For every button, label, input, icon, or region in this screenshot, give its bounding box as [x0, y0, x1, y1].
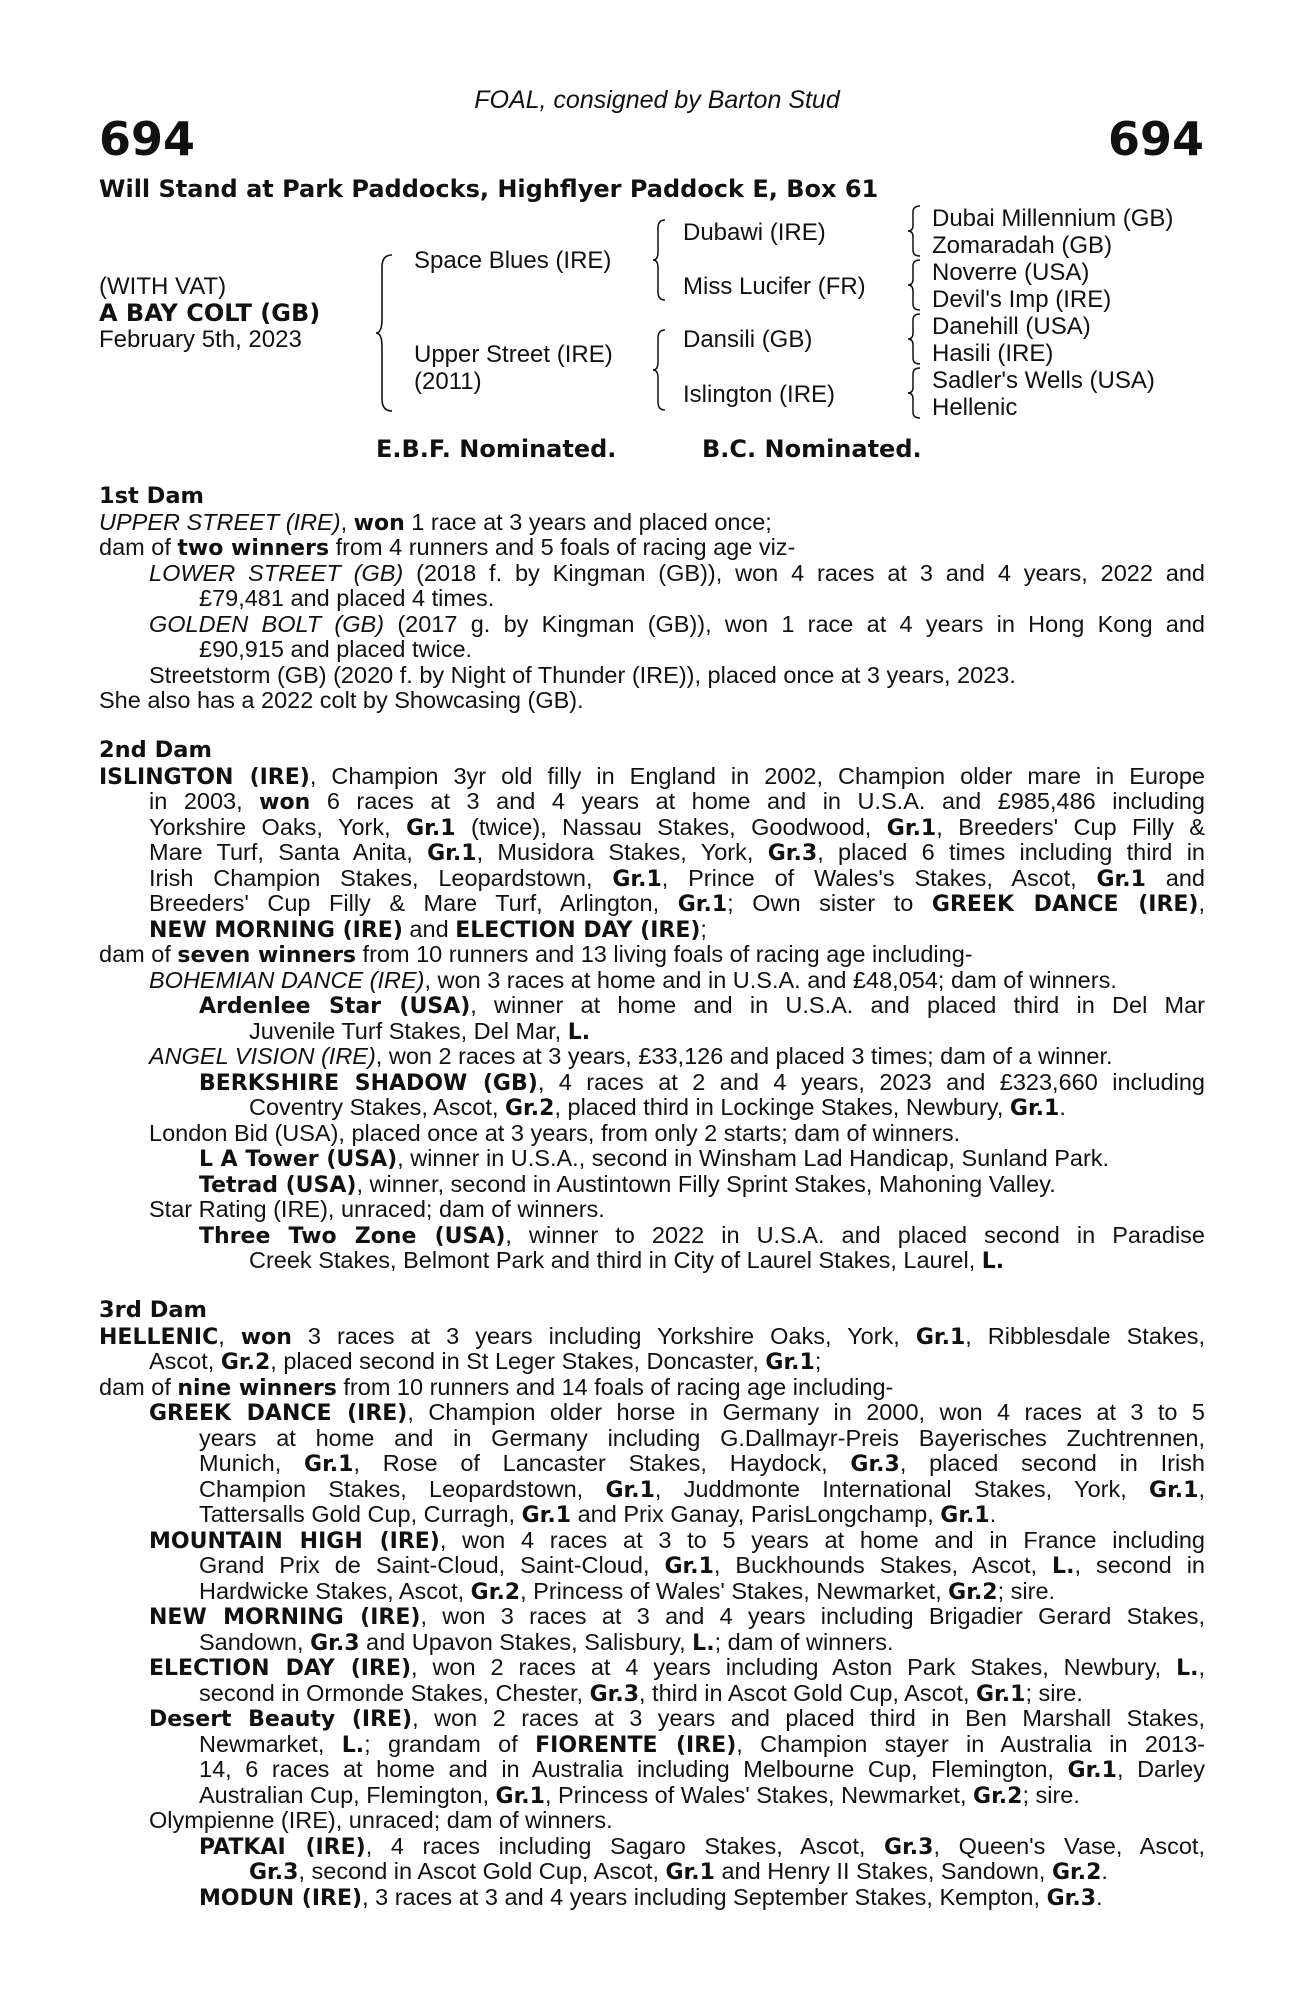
sire-dam: Miss Lucifer (FR) [683, 273, 866, 300]
text-line: Tattersalls Gold Cup, Curragh, Gr.1 and Prix Ganay, ParisLongchamp, Gr.1. [199, 1501, 997, 1528]
sire-dam-sire: Noverre (USA) [932, 259, 1090, 286]
dam-sire-sire: Danehill (USA) [932, 313, 1091, 340]
text-line: Champion Stakes, Leopardstown, Gr.1, Juddmonte International Stakes, York, Gr.1, [199, 1476, 1205, 1502]
sire-dam-dam: Devil's Imp (IRE) [932, 286, 1112, 313]
first-dam-heading: 1st Dam [99, 483, 204, 509]
text-line: Ascot, Gr.2, placed second in St Leger Stakes, Doncaster, Gr.1; [149, 1348, 822, 1375]
text-line: 14, 6 races at home and in Australia including Melbourne Cup, Flemington, Gr.1, Darley [199, 1757, 1205, 1783]
second-dam-section [99, 738, 1205, 1274]
dam-dam-dam: Hellenic [932, 394, 1018, 421]
text-line: LOWER STREET (GB) (2018 f. by Kingman (GB)), won 4 races at 3 and 4 years, 2022 and [149, 560, 1205, 586]
pedigree-brace-ds [906, 312, 922, 366]
text-line: Hardwicke Stakes, Ascot, Gr.2, Princess of Wales' Stakes, Newmarket, Gr.2; sire. [199, 1577, 1056, 1605]
text-line: ANGEL VISION (IRE), won 2 races at 3 years, £33,126 and placed 3 times; dam of a winner. [149, 1043, 1113, 1069]
sire-name: Space Blues (IRE) [414, 247, 612, 274]
dam-sire: Dansili (GB) [683, 326, 813, 353]
pedigree-brace-dd [906, 366, 922, 420]
second-dam-heading: 2nd Dam [99, 737, 212, 763]
text-line: UPPER STREET (IRE), won 1 race at 3 years and placed once; [99, 508, 772, 536]
text-line: GOLDEN BOLT (GB) (2017 g. by Kingman (GB)), won 1 race at 4 years in Hong Kong and [149, 611, 1205, 637]
pedigree-brace-main [374, 253, 394, 413]
pedigree-brace-dam [651, 328, 667, 412]
dam-sire-dam: Hasili (IRE) [932, 340, 1054, 367]
text-line: NEW MORNING (IRE), won 3 races at 3 and 4 years including Brigadier Gerard Stakes, [149, 1604, 1205, 1630]
consignor-line: FOAL, consigned by Barton Stud [474, 86, 840, 114]
first-dam-section [99, 484, 1205, 714]
lot-number-right: 694 [1107, 112, 1204, 166]
text-line: Grand Prix de Saint-Cloud, Saint-Cloud, Gr.1, Buckhounds Stakes, Ascot, L., second in [199, 1553, 1205, 1579]
text-line: London Bid (USA), placed once at 3 years, from only 2 starts; dam of winners. [149, 1119, 961, 1146]
text-line: Star Rating (IRE), unraced; dam of winners. [149, 1196, 605, 1222]
text-line: in 2003, won 6 races at 3 and 4 years at home and in U.S.A. and £985,486 including [149, 789, 1205, 815]
text-line: Irish Champion Stakes, Leopardstown, Gr.1, Prince of Wales's Stakes, Ascot, Gr.1 and [149, 865, 1205, 891]
dam-year: (2011) [414, 368, 482, 395]
sire-sire-sire: Dubai Millennium (GB) [932, 205, 1174, 232]
text-line: BOHEMIAN DANCE (IRE), won 3 races at home and in U.S.A. and £48,054; dam of winners. [149, 966, 1117, 993]
text-line: Coventry Stakes, Ascot, Gr.2, placed third in Lockinge Stakes, Newbury, Gr.1. [249, 1094, 1066, 1121]
text-line: She also has a 2022 colt by Showcasing (GB). [99, 687, 584, 713]
text-line: Mare Turf, Santa Anita, Gr.1, Musidora Stakes, York, Gr.3, placed 6 times including third in [149, 840, 1205, 866]
text-line: Ardenlee Star (USA), winner at home and in U.S.A. and placed third in Del Mar [199, 993, 1205, 1019]
text-line: Gr.3, second in Ascot Gold Cup, Ascot, Gr.1 and Henry II Stakes, Sandown, Gr.2. [249, 1858, 1108, 1885]
text-line: dam of nine winners from 10 runners and 14 foals of racing age including- [99, 1373, 894, 1401]
text-line: Yorkshire Oaks, York, Gr.1 (twice), Nassau Stakes, Goodwood, Gr.1, Breeders' Cup Filly & [149, 814, 1205, 840]
dam-dam: Islington (IRE) [683, 381, 836, 408]
pedigree-brace-ss [906, 204, 922, 258]
bc-nomination: B.C. Nominated. [702, 435, 922, 463]
text-line: MOUNTAIN HIGH (IRE), won 4 races at 3 to 5 years at home and in France including [149, 1527, 1205, 1553]
text-line: years at home and in Germany including G.Dallmayr-Preis Bayerisches Zuchtrennen, [199, 1425, 1205, 1451]
stand-location: Will Stand at Park Paddocks, Highflyer Paddock E, Box 61 [99, 175, 879, 203]
ebf-nomination: E.B.F. Nominated. [376, 435, 617, 463]
text-line: £90,915 and placed twice. [199, 636, 473, 662]
text-line: GREEK DANCE (IRE), Champion older horse in Germany in 2000, won 4 races at 3 to 5 [149, 1400, 1205, 1426]
dam-name: Upper Street (IRE) [414, 341, 613, 368]
dam-dam-sire: Sadler's Wells (USA) [932, 367, 1155, 394]
text-line: Sandown, Gr.3 and Upavon Stakes, Salisbury, L.; dam of winners. [199, 1628, 894, 1656]
lot-number-left: 694 [99, 112, 196, 166]
text-line: PATKAI (IRE), 4 races including Sagaro Stakes, Ascot, Gr.3, Queen's Vase, Ascot, [199, 1833, 1205, 1859]
text-line: ELECTION DAY (IRE), won 2 races at 4 years including Aston Park Stakes, Newbury, L., [149, 1655, 1205, 1681]
lot-name: A BAY COLT (GB) [99, 299, 321, 327]
text-line: Creek Stakes, Belmont Park and third in City of Laurel Stakes, Laurel, L. [249, 1247, 1005, 1274]
third-dam-heading: 3rd Dam [99, 1297, 207, 1323]
text-line: Newmarket, L.; grandam of FIORENTE (IRE), Champion stayer in Australia in 2013- [199, 1731, 1205, 1757]
pedigree-brace-sire [651, 218, 667, 302]
third-dam-section [99, 1298, 1205, 1910]
text-line: BERKSHIRE SHADOW (GB), 4 races at 2 and 4 years, 2023 and £323,660 including [199, 1069, 1205, 1095]
text-line: L A Tower (USA), winner in U.S.A., second in Winsham Lad Handicap, Sunland Park. [199, 1145, 1110, 1172]
text-line: second in Ormonde Stakes, Chester, Gr.3, third in Ascot Gold Cup, Ascot, Gr.1; sire. [199, 1679, 1083, 1707]
text-line: Munich, Gr.1, Rose of Lancaster Stakes, Haydock, Gr.3, placed second in Irish [199, 1451, 1205, 1477]
text-line: dam of two winners from 4 runners and 5 foals of racing age viz- [99, 534, 796, 561]
sire-sire: Dubawi (IRE) [683, 219, 826, 246]
text-line: Three Two Zone (USA), winner to 2022 in U.S.A. and placed second in Paradise [199, 1222, 1205, 1248]
text-line: Desert Beauty (IRE), won 2 races at 3 years and placed third in Ben Marshall Stakes, [149, 1706, 1205, 1732]
text-line: HELLENIC, won 3 races at 3 years including Yorkshire Oaks, York, Gr.1, Ribblesdale Stakes, [99, 1323, 1205, 1349]
text-line: Olympienne (IRE), unraced; dam of winners. [149, 1807, 613, 1833]
pedigree-brace-sd [906, 258, 922, 312]
vat-note: (WITH VAT) [99, 273, 227, 300]
text-line: MODUN (IRE), 3 races at 3 and 4 years including September Stakes, Kempton, Gr.3. [199, 1883, 1103, 1911]
text-line: Tetrad (USA), winner, second in Austintown Filly Sprint Stakes, Mahoning Valley. [199, 1170, 1056, 1198]
text-line: Juvenile Turf Stakes, Del Mar, L. [249, 1017, 591, 1045]
text-line: Breeders' Cup Filly & Mare Turf, Arlington, Gr.1; Own sister to GREEK DANCE (IRE), [149, 891, 1205, 917]
foaling-date: February 5th, 2023 [99, 326, 302, 353]
text-line: ISLINGTON (IRE), Champion 3yr old filly in England in 2002, Champion older mare in Europe [99, 763, 1205, 789]
text-line: Australian Cup, Flemington, Gr.1, Princess of Wales' Stakes, Newmarket, Gr.2; sire. [199, 1781, 1080, 1809]
text-line: £79,481 and placed 4 times. [199, 585, 495, 611]
text-line: NEW MORNING (IRE) and ELECTION DAY (IRE); [149, 915, 707, 943]
sire-sire-dam: Zomaradah (GB) [932, 232, 1113, 259]
text-line: Streetstorm (GB) (2020 f. by Night of Thunder (IRE)), placed once at 3 years, 2023. [149, 661, 1016, 688]
text-line: dam of seven winners from 10 runners and 13 living foals of racing age including- [99, 941, 973, 968]
